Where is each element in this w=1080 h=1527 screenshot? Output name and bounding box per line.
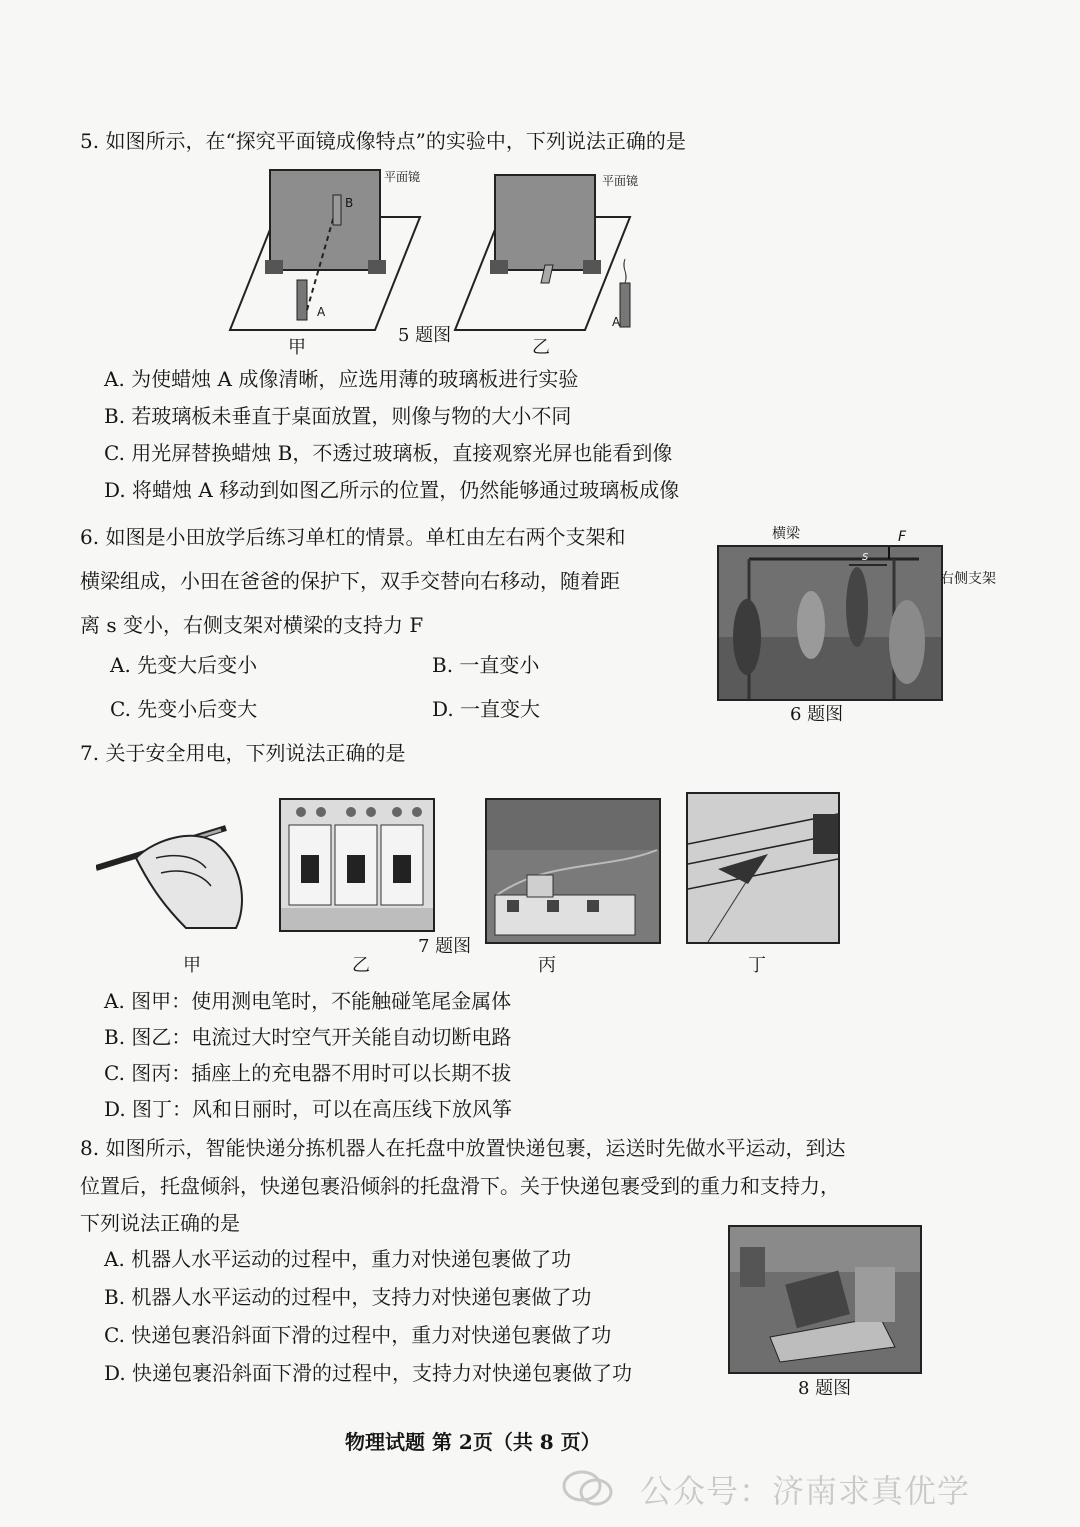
q5-sub-left: 甲 [288, 337, 306, 358]
label-a-left: A [317, 305, 326, 319]
q7-caption: 7 题图 [418, 936, 472, 957]
kite-powerline-photo [686, 792, 840, 944]
q7-option-c: C. 图丙：插座上的充电器不用时可以长期不拔 [104, 1061, 512, 1085]
label-b: B [345, 196, 354, 210]
sorting-robot-photo [728, 1225, 922, 1374]
q6-option-b: B. 一直变小 [432, 653, 540, 677]
label-s: s [862, 549, 869, 563]
q5-option-b: B. 若玻璃板未垂直于桌面放置，则像与物的大小不同 [104, 404, 572, 428]
q8-stem-line-1: 8. 如图所示，智能快递分拣机器人在托盘中放置快递包裹，运送时先做水平运动，到达 [80, 1136, 846, 1160]
q8-stem-line-3: 下列说法正确的是 [80, 1211, 240, 1235]
q6-option-a: A. 先变大后变小 [110, 653, 258, 677]
label-right-support: 右侧支架 [940, 571, 996, 587]
q6-option-c: C. 先变小后变大 [110, 697, 258, 721]
q7-sub-d: 丁 [748, 955, 766, 976]
q5-sub-right: 乙 [532, 337, 550, 358]
q5-stem: 5. 如图所示，在“探究平面镜成像特点”的实验中，下列说法正确的是 [80, 129, 686, 153]
q8-option-d: D. 快递包裹沿斜面下滑的过程中，支持力对快递包裹做了功 [104, 1361, 633, 1385]
mirror-label-1: 平面镜 [384, 170, 421, 184]
q6-stem-line-1: 6. 如图是小田放学后练习单杠的情景。单杠由左右两个支架和 [80, 525, 626, 549]
q7-sub-c: 丙 [538, 955, 556, 976]
q8-stem-line-2: 位置后，托盘倾斜，快递包裹沿倾斜的托盘滑下。关于快递包裹受到的重力和支持力， [80, 1174, 840, 1198]
q6-photo [717, 545, 943, 701]
q6-stem-line-2: 横梁组成，小田在爸爸的保护下，双手交替向右移动，随着距 [80, 569, 620, 593]
q8-option-c: C. 快递包裹沿斜面下滑的过程中，重力对快递包裹做了功 [104, 1323, 612, 1347]
q6-caption: 6 题图 [790, 704, 844, 725]
q8-caption: 8 题图 [798, 1378, 852, 1399]
q7-option-d: D. 图丁：风和日丽时，可以在高压线下放风筝 [104, 1097, 513, 1121]
watermark-text: 公众号：济南求真优学 [640, 1472, 971, 1510]
label-beam: 横梁 [772, 526, 800, 542]
q7-sub-a: 甲 [183, 955, 201, 976]
air-switch-photo [279, 798, 435, 932]
q5-option-d: D. 将蜡烛 A 移动到如图乙所示的位置，仍然能够通过玻璃板成像 [104, 478, 680, 502]
label-f: F [898, 529, 907, 545]
q7-stem: 7. 关于安全用电，下列说法正确的是 [80, 741, 406, 765]
q6-option-d: D. 一直变大 [432, 697, 541, 721]
q8-option-b: B. 机器人水平运动的过程中，支持力对快递包裹做了功 [104, 1285, 592, 1309]
q5-option-a: A. 为使蜡烛 A 成像清晰，应选用薄的玻璃板进行实验 [104, 367, 579, 391]
mirror-label-2: 平面镜 [602, 174, 639, 188]
q5-caption: 5 题图 [398, 325, 452, 346]
page-footer: 物理试题 第 2页（共 8 页） [345, 1430, 601, 1454]
label-a-right: A [612, 315, 621, 329]
test-pen-drawing [96, 798, 256, 938]
q5-option-c: C. 用光屏替换蜡烛 B，不透过玻璃板，直接观察光屏也能看到像 [104, 441, 673, 465]
q7-option-a: A. 图甲：使用测电笔时，不能触碰笔尾金属体 [104, 989, 512, 1013]
q7-option-b: B. 图乙：电流过大时空气开关能自动切断电路 [104, 1025, 512, 1049]
q6-stem-line-3: 离 s 变小，右侧支架对横梁的支持力 F [80, 613, 424, 637]
q7-sub-b: 乙 [352, 955, 370, 976]
q8-option-a: A. 机器人水平运动的过程中，重力对快递包裹做了功 [104, 1247, 572, 1271]
wechat-icon [560, 1468, 616, 1508]
socket-charger-photo [485, 798, 661, 944]
